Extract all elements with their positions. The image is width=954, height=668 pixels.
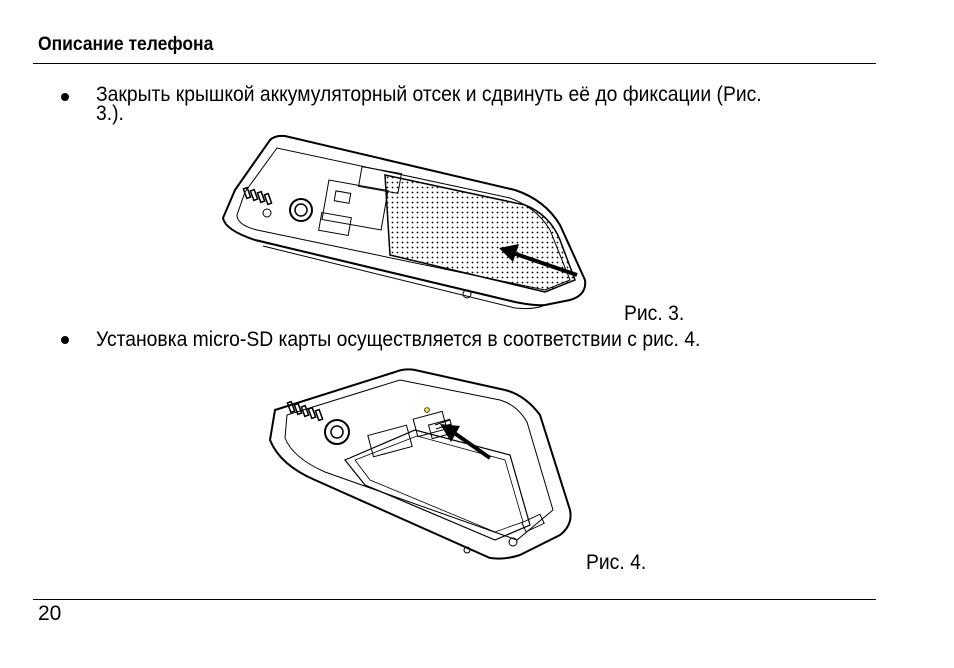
figure-4-caption: Рис. 4. [586, 551, 647, 574]
footer-divider [33, 599, 876, 600]
figure-3-caption: Рис. 3. [624, 302, 685, 325]
figure-3-illustration [215, 130, 595, 320]
bullet-point [61, 93, 69, 101]
header-divider [33, 63, 876, 64]
figure-4-illustration [255, 360, 585, 570]
section-title: Описание телефона [38, 34, 214, 55]
instruction-text-1-line1: Закрыть крышкой аккумуляторный отсек и сдвинуть её до фиксации (Рис. [96, 83, 762, 106]
bullet-point [61, 336, 69, 344]
page-number: 20 [38, 602, 62, 625]
instruction-text-2: Установка micro-SD карты осуществляется в соответствии с рис. 4. [96, 328, 701, 351]
instruction-text-1-line2: 3.). [96, 102, 124, 125]
